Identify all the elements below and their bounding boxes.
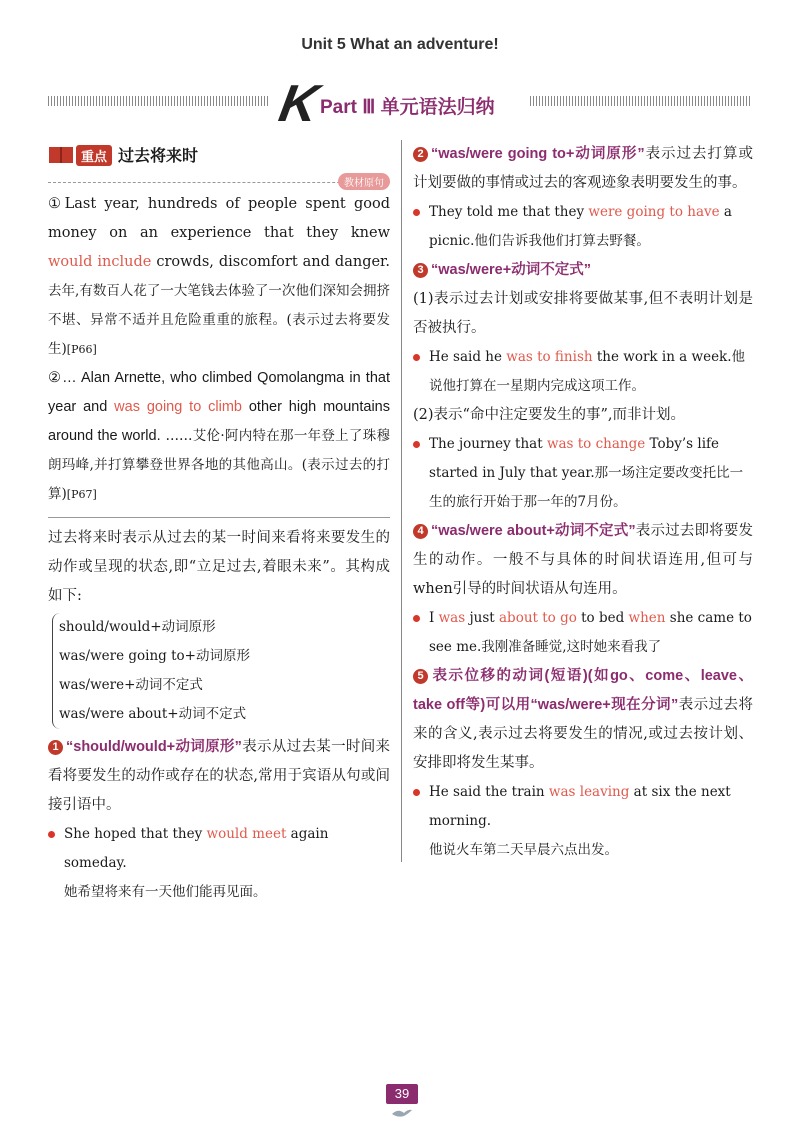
page-number: 39 [386, 1084, 418, 1104]
page-ref: [P66] [66, 343, 97, 356]
rule [48, 517, 390, 518]
point-3-sub-2: (2)表示“命中注定要发生的事”,而非计划。 [413, 407, 685, 423]
number-badge: 5 [413, 669, 428, 684]
example-1-translation: 去年,有数百人花了一大笔钱去体验了一次他们深知会拥挤不堪、异常不适并且危险重重的旅程。(表示过去将要发生) [48, 283, 390, 357]
highlight-phrase: would include [48, 254, 152, 270]
bullet-dot [413, 209, 420, 216]
part-title: Part Ⅲ 单元语法归纳 [320, 97, 495, 118]
part-header [48, 75, 752, 133]
textbook-sentence-tag: 教材原句 [338, 173, 390, 190]
number-badge: 3 [413, 263, 428, 278]
number-badge: 1 [48, 740, 63, 755]
example-2-translation: ……艾伦·阿内特在那一年登上了珠穆朗玛峰,并打算攀登世界各地的其他高山。(表示过去的打算) [48, 428, 390, 502]
dotted-rule-right [530, 96, 752, 106]
point-2: 2 “was/were going to+动词原形”表示过去打算或计划要做的事情或过去的客观迹象表明要发生的事。 [413, 146, 753, 191]
example-bullet: He said he was to finish the work in a week.他说他打算在一星期内完成这项工作。 [413, 343, 753, 401]
k-logo: K [274, 75, 323, 133]
point-1: 1 “should/would+动词原形”表示从过去某一时间来看将要发生的动作或存在的状态,常用于宾语从句或间接引语中。 [48, 739, 390, 813]
point-5: 5 表示位移的动词(短语)(如go、come、leave、take off等)可以用“was/were+现在分词”表示过去将来的含义,表示过去将要发生的情况,或过去按计划、安排即将发生某事。 [413, 668, 753, 771]
point-3: 3 “was/were+动词不定式” [413, 256, 753, 285]
bullet-dot [413, 441, 420, 448]
form-item: was/were about+动词不定式 [59, 706, 247, 722]
point-4: 4 “was/were about+动词不定式”表示过去即将要发生的动作。一般不与具体的时间状语连用,但可与when引导的时间状语从句连用。 [413, 523, 753, 597]
example-bullet: They told me that they were going to have a picnic.他们告诉我他们打算去野餐。 [413, 198, 753, 256]
left-column [48, 140, 390, 907]
example-1: ①Last year, hundreds of people spent good money on an experience that they knew would include crowds, discomfort and danger. 去年,有数百人花了一大笔钱去体验了一次他们深知会拥挤不堪、异常不适并且危险重重的旅程。(表示过去将要发生)[P66] [48, 196, 391, 357]
form-item: was/were going to+动词原形 [59, 648, 250, 664]
form-item: was/were+动词不定式 [59, 677, 203, 693]
right-column [413, 140, 753, 865]
key-point-badge: 重点 [76, 145, 112, 166]
example-bullet: She hoped that they would meet again someday. 她希望将来有一天他们能再见面。 [48, 820, 390, 907]
example-bullet: I was just about to go to bed when she came to see me.我刚准备睡觉,这时她来看我了 [413, 604, 753, 662]
example-2: ②… Alan Arnette, who climbed Qomolangma in that year and was going to climb other high mountains around the world. ……艾伦·阿内特在那一年登上了珠穆朗玛峰,并打算攀登世界各地的其他高山。(表示过去的打算)[P67] [48, 370, 390, 502]
bird-icon [390, 1106, 414, 1120]
bullet-dot [413, 615, 420, 622]
unit-title: Unit 5 What an adventure! [301, 36, 499, 53]
page-ref: [P67] [66, 488, 97, 501]
example-bullet: The journey that was to change Toby’s life started in July that year.那一场注定要改变托比一生的旅行开始于那一年的7月份。 [413, 430, 753, 517]
bullet-dot [413, 354, 420, 361]
dotted-rule-left [48, 96, 270, 106]
dashed-rule [48, 178, 390, 189]
bullet-dot [48, 831, 55, 838]
form-item: should/would+动词原形 [59, 619, 216, 635]
bullet-dot [413, 789, 420, 796]
book-icon [48, 145, 74, 165]
forms-list [52, 613, 390, 729]
column-divider [401, 140, 402, 862]
intro-text: 过去将来时表示从过去的某一时间来看将来要发生的动作或呈现的状态,即“立足过去,着眼未来”。其构成如下: [48, 530, 390, 604]
example-bullet: He said the train was leaving at six the next morning. 他说火车第二天早晨六点出发。 [413, 778, 753, 865]
point-3-sub-1: (1)表示过去计划或安排将要做某事,但不表明计划是否被执行。 [413, 291, 753, 336]
number-badge: 4 [413, 524, 428, 539]
section-heading [48, 140, 390, 170]
section-title: 过去将来时 [118, 148, 199, 165]
number-badge: 2 [413, 147, 428, 162]
highlight-phrase: was going to climb [114, 399, 242, 415]
